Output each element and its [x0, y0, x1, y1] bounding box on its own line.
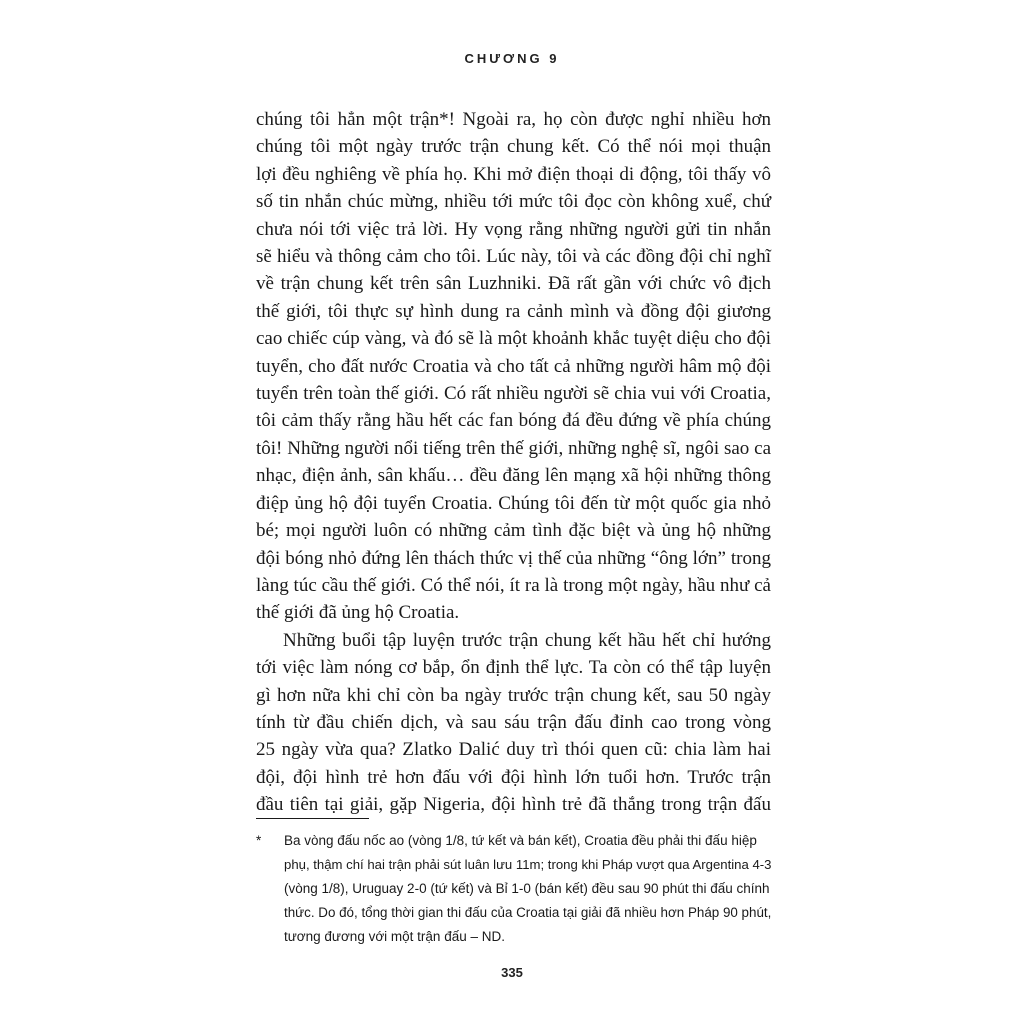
text-line: đầu tiên tại giải, gặp Nigeria, đội hình trẻ đã thắng trong trận đấu — [256, 794, 771, 816]
text-line: Những buổi tập luyện trước trận chung kết hầu hết chỉ hướng — [283, 629, 771, 651]
text-line: tới việc làm nóng cơ bắp, ổn định thể lực. Ta còn có thể tập luyện — [256, 657, 771, 679]
text-line: tôi! Những người nổi tiếng trên thế giới, những nghệ sĩ, ngôi sao ca — [256, 437, 771, 459]
text-line: đội, đội hình trẻ hơn đấu với đội hình lớn tuổi hơn. Trước trận — [256, 766, 771, 788]
text-line: nhạc, điện ảnh, sân khấu… đều đăng lên mạng xã hội những thông — [256, 465, 771, 487]
text-line: về trận chung kết trên sân Luzhniki. Đã rất gần với chức vô địch — [256, 273, 771, 295]
footnote-line: thức. Do đó, tổng thời gian thi đấu của Croatia tại giải đã nhiều hơn Pháp 90 phút, — [284, 905, 772, 920]
text-line: điệp ủng hộ đội tuyển Croatia. Chúng tôi đến từ một quốc gia nhỏ — [256, 492, 771, 514]
footnote-line: phụ, thậm chí hai trận phải sút luân lưu 11m; trong khi Pháp vượt qua Argentina 4-3 — [284, 857, 772, 872]
text-line: gì hơn nữa khi chỉ còn ba ngày trước trận chung kết, sau 50 ngày — [256, 684, 771, 706]
text-line: chúng tôi hẳn một trận*! Ngoài ra, họ còn được nghỉ nhiều hơn — [256, 109, 771, 130]
text-line: chúng tôi một ngày trước trận chung kết. Có thể nói mọi thuận — [256, 136, 771, 158]
text-line: đội bóng nhỏ đứng lên thách thức vị thế của những “ông lớn” trong — [256, 547, 771, 569]
text-line: thế giới, tôi thực sự hình dung ra cảnh mình và đồng đội giương — [256, 300, 771, 322]
chapter-header: CHƯƠNG 9 — [464, 51, 560, 66]
footnote-divider — [256, 818, 369, 819]
text-line: bé; mọi người luôn có những cảm tình đặc biệt và ủng hộ những — [256, 520, 771, 542]
text-line: lợi đều nghiêng về phía họ. Khi mở điện thoại di động, tôi thấy vô — [256, 163, 771, 185]
footnote-line: tương đương với một trận đấu – ND. — [284, 929, 505, 944]
text-line: sẽ hiểu và thông cảm cho tôi. Lúc này, tôi và các đồng đội chỉ nghĩ — [256, 246, 771, 268]
text-line: tính từ đầu chiến dịch, và sau sáu trận đấu đỉnh cao trong vòng — [256, 711, 771, 733]
body-text — [256, 106, 771, 819]
text-line: tuyển trên toàn thế giới. Có rất nhiều người sẽ chia vui với Croatia, — [256, 383, 771, 405]
text-line: chưa nói tới việc trả lời. Hy vọng rằng những người gửi tin nhắn — [256, 218, 771, 240]
text-line: cao chiếc cúp vàng, và đó sẽ là một khoảnh khắc tuyệt diệu cho đội — [256, 328, 771, 350]
footnote-marker: * — [256, 833, 262, 848]
text-line: số tin nhắn chúc mừng, nhiều tới mức tôi đọc còn không xuể, chứ — [256, 191, 771, 213]
page-number: 335 — [501, 965, 523, 980]
text-line: 25 ngày vừa qua? Zlatko Dalić duy trì thói quen cũ: chia làm hai — [256, 739, 771, 761]
text-line: thế giới đã ủng hộ Croatia. — [256, 602, 460, 624]
text-line: tuyển, cho đất nước Croatia và cho tất cả những người hâm mộ đội — [256, 355, 771, 377]
footnote-line: Ba vòng đấu nốc ao (vòng 1/8, tứ kết và bán kết), Croatia đều phải thi đấu hiệp — [284, 833, 757, 848]
text-line: tôi cảm thấy rằng hầu hết các fan bóng đá đều đứng về phía chúng — [256, 410, 771, 432]
text-line: làng túc cầu thế giới. Có thể nói, ít ra là trong một ngày, hầu như cả — [256, 574, 771, 596]
footnote-line: (vòng 1/8), Uruguay 2-0 (tứ kết) và Bỉ 1-0 (bán kết) đều sau 90 phút thi đấu chính — [284, 881, 770, 896]
footnote-text — [284, 829, 774, 949]
